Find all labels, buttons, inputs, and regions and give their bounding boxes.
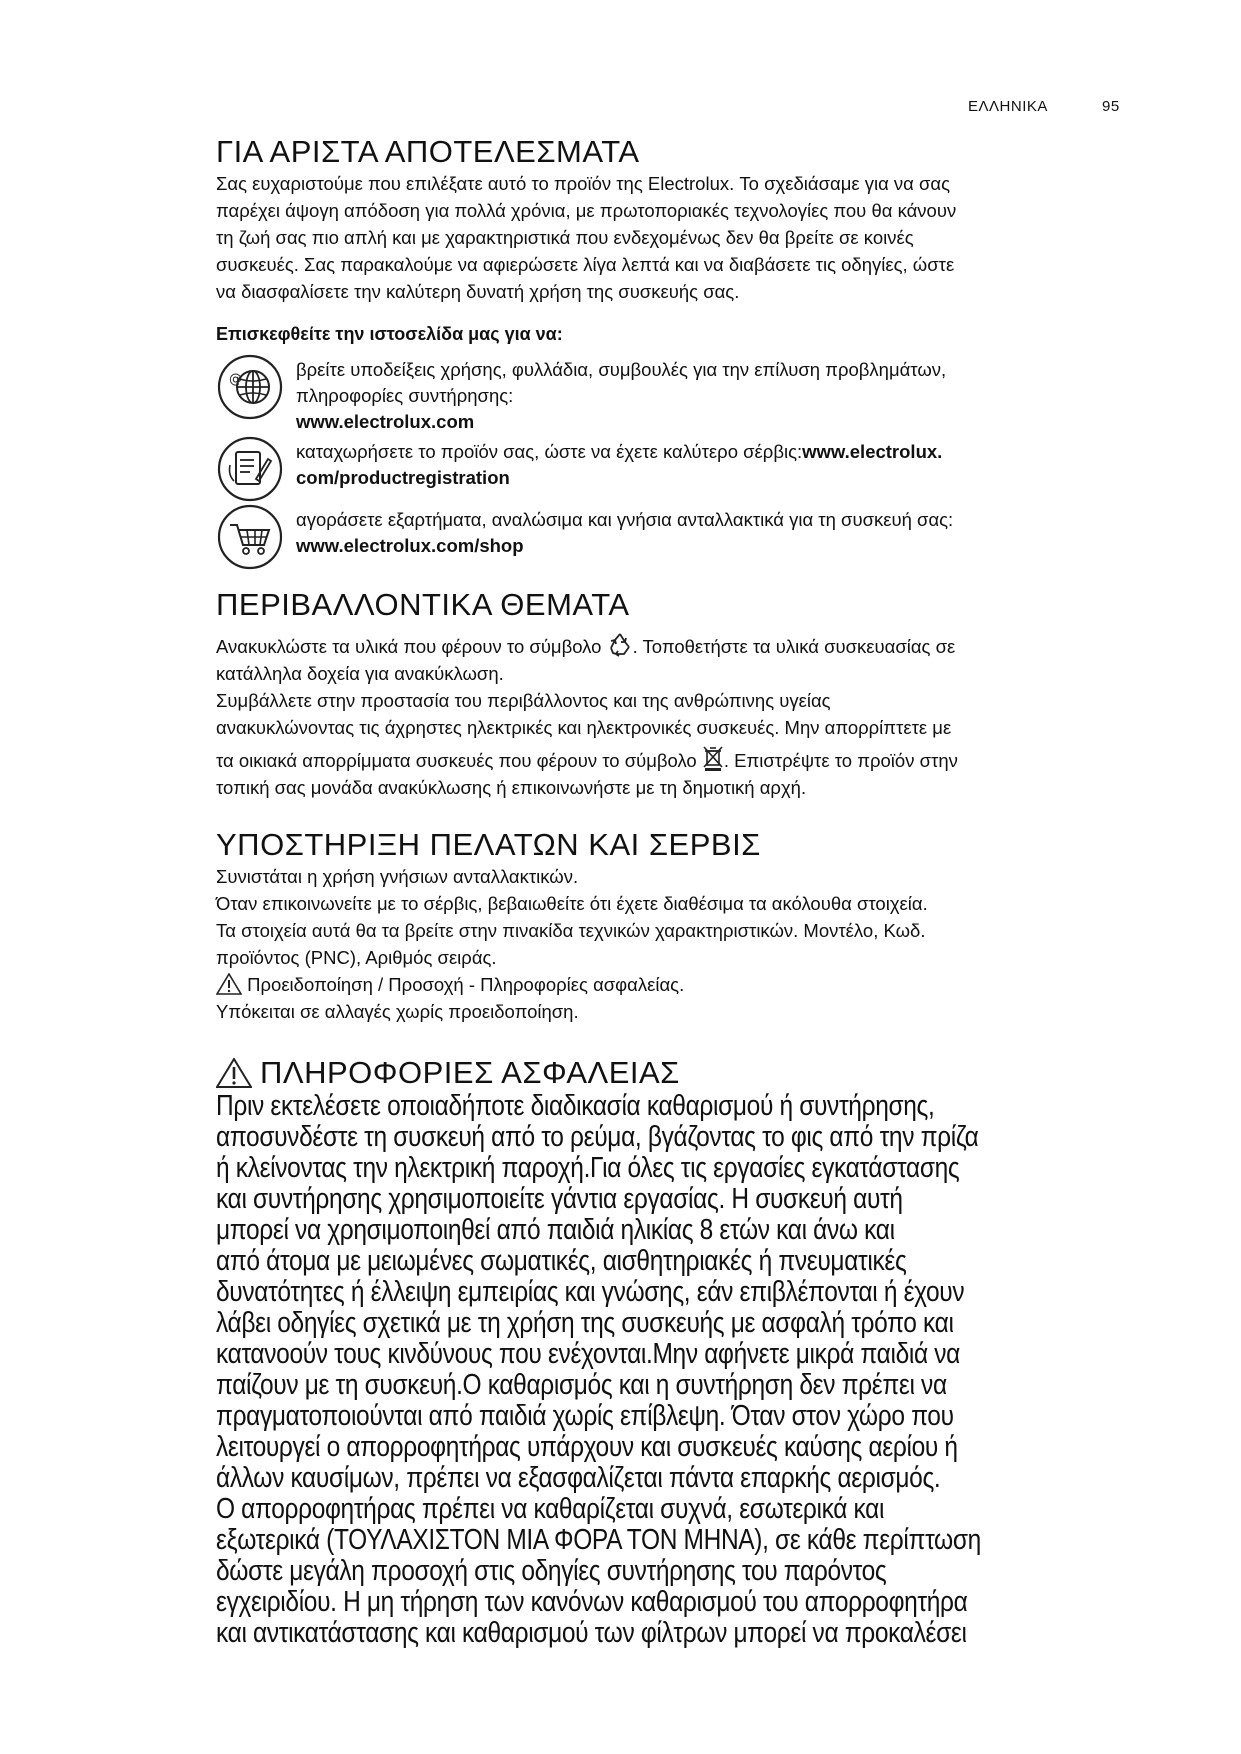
- globe-at-icon: [216, 353, 284, 421]
- page-number: 95: [1102, 98, 1120, 115]
- registration-form-icon: [216, 435, 284, 503]
- support-text: Τα στοιχεία αυτά θα τα βρείτε στην πινακίδα τεχνικών χαρακτηριστικών. Μοντέλο, Κωδ.: [216, 920, 926, 941]
- support-text: προϊόντος (PNC), Αριθμός σειράς.: [216, 947, 497, 968]
- environment-text-part: . Τοποθετήστε τα υλικά συσκευασίας σε: [632, 636, 956, 657]
- safety-line: από άτομα με μειωμένες σωματικές, αισθητηριακές ή πνευματικές: [216, 1245, 907, 1277]
- environment-title: ΠΕΡΙΒΑΛΛΟΝΤΙΚΑ ΘΕΜΑΤΑ: [216, 587, 630, 622]
- visit-item-shop: [216, 503, 1116, 571]
- environment-text: τοπική σας μονάδα ανακύκλωσης ή επικοινωνήστε με τη δημοτική αρχή.: [216, 777, 807, 798]
- support-title: ΥΠΟΣΤΗΡΙΞΗ ΠΕΛΑΤΩΝ ΚΑΙ ΣΕΡΒΙΣ: [216, 827, 761, 862]
- safety-section: [216, 1055, 1116, 1649]
- environment-section: [216, 587, 1116, 801]
- environment-text: ανακυκλώνοντας τις άχρηστες ηλεκτρικές και ηλεκτρονικές συσκευές. Μην απορρίπτετε με: [216, 717, 952, 738]
- registration-link[interactable]: com/productregistration: [296, 467, 510, 488]
- safety-line: και αντικατάστασης και καθαρισμού των φίλτρων μπορεί να προκαλέσει: [216, 1617, 967, 1649]
- intro-title: ΓΙΑ ΑΡΙΣΤΑ ΑΠΟΤΕΛΕΣΜΑΤΑ: [216, 134, 640, 169]
- safety-line: δυνατότητες ή έλλειψη εμπειρίας και γνώσης, εάν επιβλέπονται ή έχουν: [216, 1276, 965, 1308]
- intro-section: [216, 134, 1116, 571]
- visit-item-registration: [216, 435, 1116, 503]
- safety-line: και συντήρησης χρησιμοποιείτε γάντια εργασίας. Η συσκευή αυτή: [216, 1183, 903, 1215]
- environment-text-part: τα οικιακά απορρίμματα συσκευές που φέρουν το σύμβολο: [216, 750, 697, 771]
- support-section: [216, 827, 1116, 1025]
- safety-line: εξωτερικά (ΤΟΥΛΑΧΙΣΤΟΝ ΜΙΑ ΦΟΡΑ ΤΟΝ ΜΗΝΑ), σε κάθε περίπτωση: [216, 1524, 981, 1556]
- warning-icon: [216, 973, 242, 995]
- visit-item-support: [216, 353, 1116, 435]
- support-warning-line: [216, 971, 1116, 998]
- intro-line: παρέχει άψογη απόδοση για πολλά χρόνια, με πρωτοποριακές τεχνολογίες που θα κάνουν: [216, 200, 957, 221]
- intro-line: να διασφαλίσετε την καλύτερη δυνατή χρήση της συσκευής σας.: [216, 281, 740, 302]
- safety-line: αποσυνδέστε τη συσκευή από το ρεύμα, βγάζοντας το φις από την πρίζα: [216, 1121, 979, 1153]
- support-text: Όταν επικοινωνείτε με το σέρβις, βεβαιωθείτε ότι έχετε διαθέσιμα τα ακόλουθα στοιχεία.: [216, 893, 928, 914]
- safety-line: λάβει οδηγίες σχετικά με τη χρήση της συσκευής με ασφαλή τρόπο και: [216, 1307, 954, 1339]
- intro-line: συσκευές. Σας παρακαλούμε να αφιερώσετε λίγα λεπτά και να διαβάσετε τις οδηγίες, ώστε: [216, 254, 955, 275]
- support-text: Υπόκειται σε αλλαγές χωρίς προειδοποίηση.: [216, 1001, 579, 1022]
- safety-title-row: [216, 1055, 1116, 1091]
- intro-line: τη ζωή σας πιο απλή και με χαρακτηριστικά που ενδεχομένως δεν θα βρείτε σε κοινές: [216, 227, 914, 248]
- environment-text: Συμβάλλετε στην προστασία του περιβάλλοντος και της ανθρώπινης υγείας: [216, 690, 831, 711]
- visit-item-text: βρείτε υποδείξεις χρήσης, φυλλάδια, συμβουλές για την επίλυση προβλημάτων,: [296, 359, 947, 380]
- safety-line: εγχειριδίου. Η μη τήρηση των κανόνων καθαρισμού του απορροφητήρα: [216, 1586, 968, 1618]
- intro-line: Σας ευχαριστούμε που επιλέξατε αυτό το προϊόν της Electrolux. Το σχεδιάσαμε για να σας: [216, 173, 951, 194]
- registration-link[interactable]: www.electrolux.: [802, 441, 943, 462]
- recycle-icon: [607, 631, 633, 657]
- warning-text: Προειδοποίηση / Προσοχή - Πληροφορίες ασφαλείας.: [247, 974, 685, 995]
- warning-icon: [216, 1058, 252, 1088]
- visit-item-text: αγοράσετε εξαρτήματα, αναλώσιμα και γνήσια ανταλλακτικά για τη συσκευή σας:: [296, 509, 954, 530]
- safety-line: παίζουν με τη συσκευή.Ο καθαρισμός και η συντήρηση δεν πρέπει να: [216, 1369, 947, 1401]
- safety-line: πραγματοποιούνται από παιδιά χωρίς επίβλεψη. Όταν στον χώρο που: [216, 1400, 954, 1432]
- environment-text-part: Ανακυκλώστε τα υλικά που φέρουν το σύμβολο: [216, 636, 602, 657]
- environment-text: κατάλληλα δοχεία για ανακύκλωση.: [216, 663, 504, 684]
- safety-line: μπορεί να χρησιμοποιηθεί από παιδιά ηλικίας 8 ετών και άνω και: [216, 1214, 895, 1246]
- safety-line: Πριν εκτελέσετε οποιαδήποτε διαδικασία καθαρισμού ή συντήρησης,: [216, 1090, 935, 1122]
- visit-item-text: [296, 439, 942, 465]
- visit-item-text: πληροφορίες συντήρησης:: [296, 385, 514, 406]
- shopping-cart-icon: [216, 503, 284, 571]
- crossed-bin-icon: [702, 745, 724, 771]
- document-body: [216, 134, 1116, 1649]
- registration-text: καταχωρήσετε το προϊόν σας, ώστε να έχετε καλύτερο σέρβις:: [296, 441, 803, 462]
- environment-text: [216, 745, 1116, 774]
- svg-text:@: @: [229, 372, 242, 387]
- visit-heading: Επισκεφθείτε την ιστοσελίδα μας για να:: [216, 324, 563, 344]
- support-text: Συνιστάται η χρήση γνήσιων ανταλλακτικών.: [216, 866, 579, 887]
- safety-line: Ο απορροφητήρας πρέπει να καθαρίζεται συχνά, εσωτερικά και: [216, 1493, 885, 1525]
- safety-line: δώστε μεγάλη προσοχή στις οδηγίες συντήρησης του παρόντος: [216, 1555, 887, 1587]
- safety-line: λειτουργεί ο απορροφητήρας υπάρχουν και συσκευές καύσης αερίου ή: [216, 1431, 958, 1463]
- header-language: ΕΛΛΗΝΙΚΑ: [968, 98, 1048, 115]
- safety-line: ή κλείνοντας την ηλεκτρική παροχή.Για όλες τις εργασίες εγκατάστασης: [216, 1152, 960, 1184]
- shop-link[interactable]: www.electrolux.com/shop: [296, 535, 524, 556]
- website-link[interactable]: www.electrolux.com: [296, 411, 475, 432]
- environment-text: [216, 631, 1116, 660]
- environment-text-part: . Επιστρέψτε το προϊόν στην: [723, 750, 958, 771]
- safety-title: ΠΛΗΡΟΦΟΡΙΕΣ ΑΣΦΑΛΕΙΑΣ: [260, 1055, 680, 1090]
- safety-text: [216, 1091, 1016, 1649]
- safety-line: κατανοούν τους κινδύνους που ενέχονται.Μην αφήνετε μικρά παιδιά να: [216, 1338, 961, 1370]
- safety-line: άλλων καυσίμων, πρέπει να εξασφαλίζεται πάντα επαρκής αερισμός.: [216, 1462, 941, 1494]
